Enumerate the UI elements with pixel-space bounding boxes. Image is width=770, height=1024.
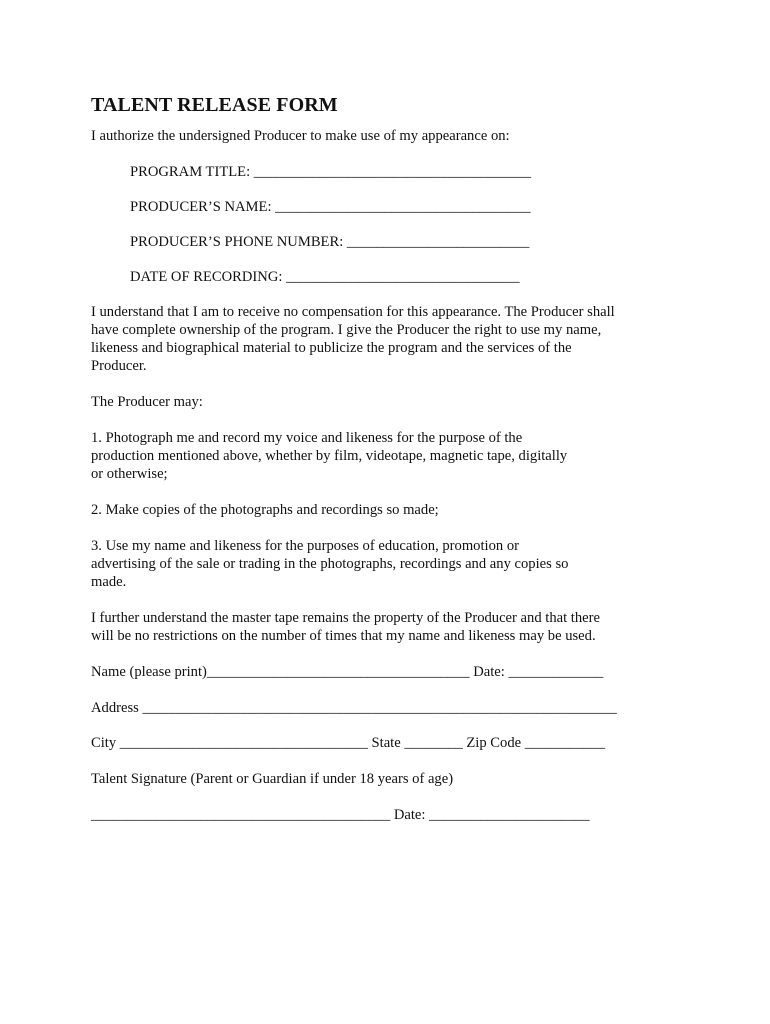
producer-may-text: The Producer may:	[91, 394, 203, 410]
item-3-line: made.	[91, 574, 127, 590]
city-state-zip-field[interactable]: City __________________________________ State ________ Zip Code ___________	[91, 735, 606, 751]
compensation-line: have complete ownership of the program. I give the Producer the right to use my name,	[91, 322, 602, 338]
form-content	[91, 93, 651, 824]
signature-date-field[interactable]: _________________________________________ Date: ______________________	[91, 807, 590, 823]
producer-name-field[interactable]: PRODUCER’S NAME: ___________________________________	[130, 199, 531, 215]
signature-label: Talent Signature (Parent or Guardian if under 18 years of age)	[91, 771, 454, 787]
compensation-line: I understand that I am to receive no compensation for this appearance. The Producer shall	[91, 304, 615, 320]
name-date-field[interactable]: Name (please print)____________________________________ Date: _____________	[91, 664, 604, 680]
item-3-line: advertising of the sale or trading in the photographs, recordings and any copies so	[91, 556, 569, 572]
compensation-paragraph	[91, 303, 651, 375]
item-2: 2. Make copies of the photographs and recordings so made;	[91, 502, 439, 518]
item-1-line: or otherwise;	[91, 466, 168, 482]
item-1-line: 1. Photograph me and record my voice and likeness for the purpose of the	[91, 430, 523, 446]
compensation-line: Producer.	[91, 358, 147, 374]
program-title-field[interactable]: PROGRAM TITLE: ______________________________________	[130, 164, 532, 180]
item-3-line: 3. Use my name and likeness for the purposes of education, promotion or	[91, 538, 519, 554]
producer-phone-field[interactable]: PRODUCER’S PHONE NUMBER: _________________________	[130, 234, 530, 250]
item-1	[91, 429, 651, 483]
further-line: will be no restrictions on the number of times that my name and likeness may be used.	[91, 628, 596, 644]
compensation-line: likeness and biographical material to publicize the program and the services of the	[91, 340, 572, 356]
intro-text: I authorize the undersigned Producer to make use of my appearance on:	[91, 128, 510, 144]
form-title: TALENT RELEASE FORM	[91, 94, 338, 116]
item-1-line: production mentioned above, whether by film, videotape, magnetic tape, digitally	[91, 448, 568, 464]
address-field[interactable]: Address _________________________________________________________________	[91, 700, 617, 716]
item-3	[91, 537, 651, 591]
further-line: I further understand the master tape remains the property of the Producer and that there	[91, 610, 600, 626]
program-fields	[91, 163, 651, 286]
recording-date-field[interactable]: DATE OF RECORDING: ________________________________	[130, 269, 520, 285]
further-paragraph	[91, 609, 651, 645]
